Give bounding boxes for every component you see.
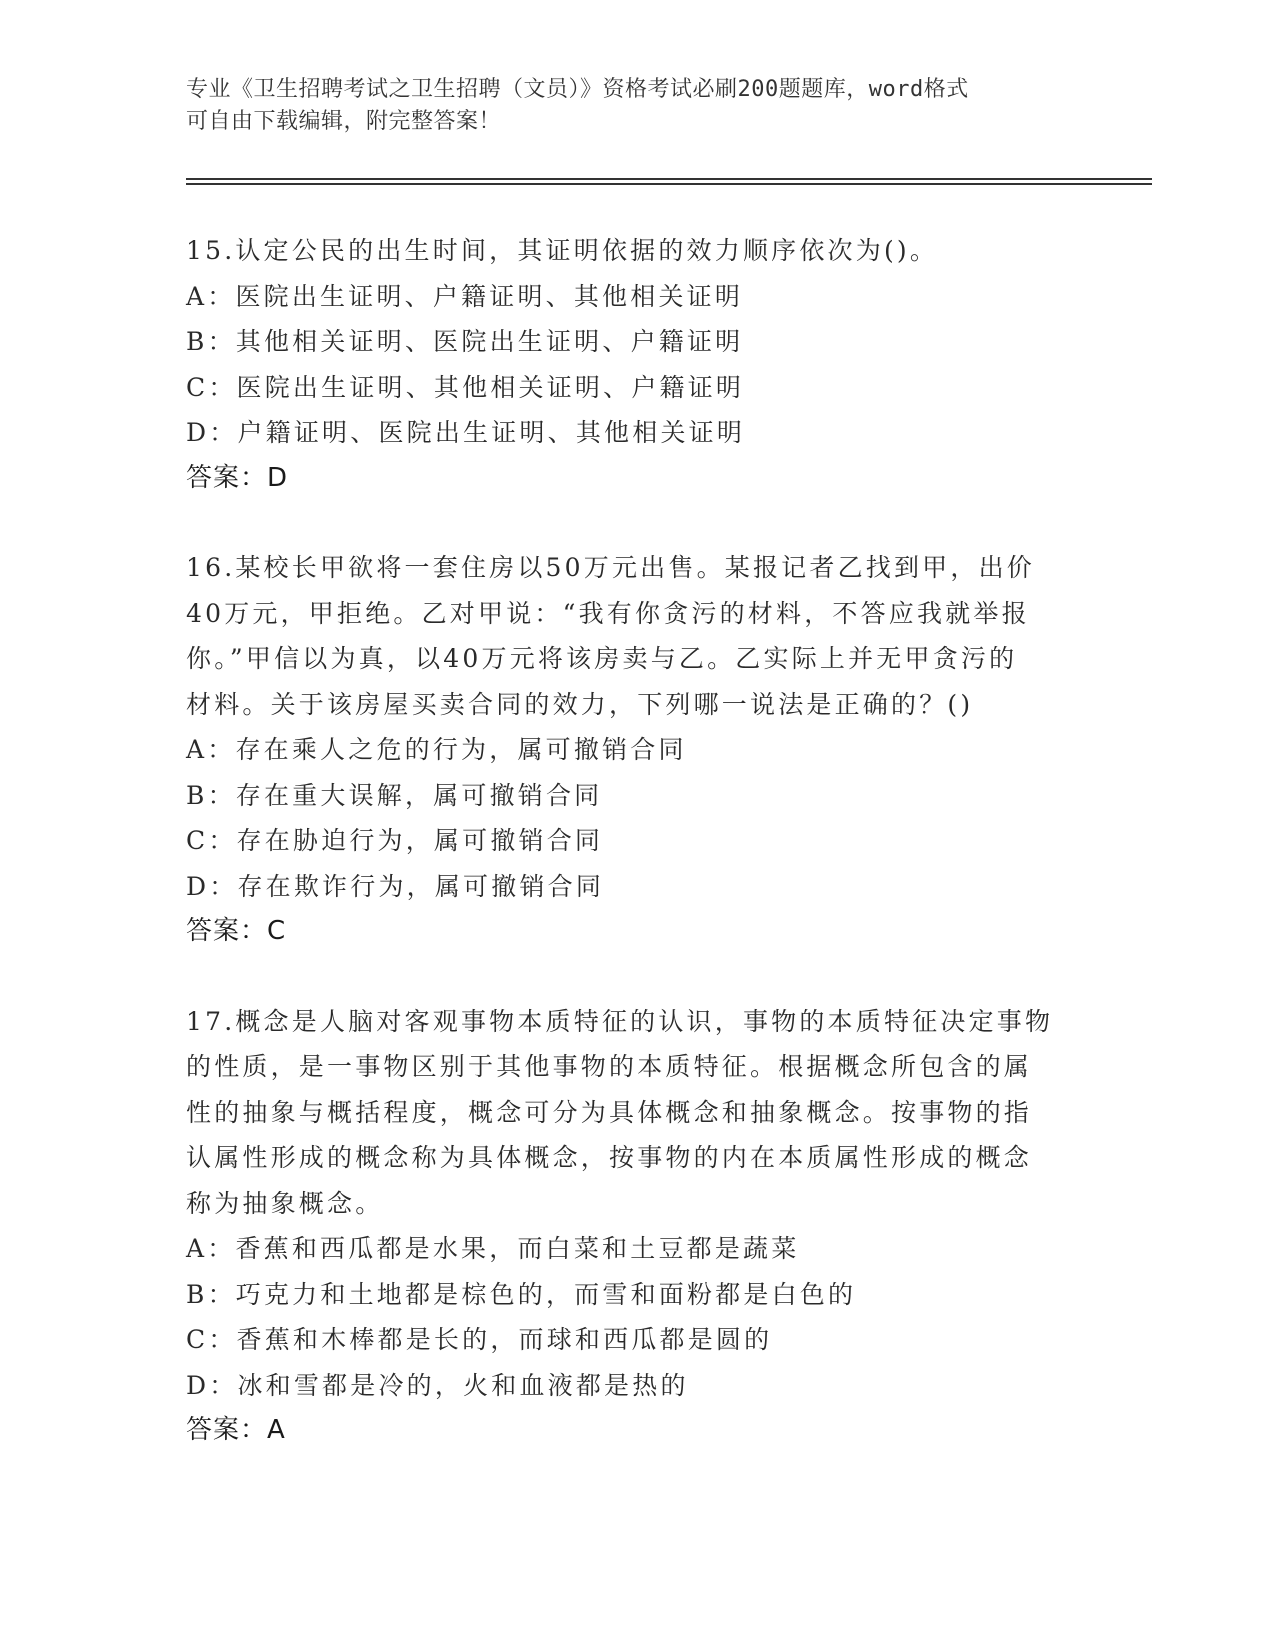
document-header xyxy=(186,74,1066,138)
question-line: 认属性形成的概念称为具体概念，按事物的内在本质属性形成的概念 xyxy=(186,1143,1033,1172)
question-15 xyxy=(186,228,1086,501)
option-d: D：存在欺诈行为，属可撤销合同 xyxy=(186,871,605,901)
option-a: A：香蕉和西瓜都是水果，而白菜和土豆都是蔬菜 xyxy=(186,1234,800,1263)
option-b: B：其他相关证明、医院出生证明、户籍证明 xyxy=(186,327,744,356)
question-text xyxy=(186,999,1086,1227)
answer: 答案：A xyxy=(186,1415,286,1445)
option-d: D：冰和雪都是冷的，火和血液都是热的 xyxy=(186,1370,689,1400)
question-line: 称为抽象概念。 xyxy=(186,1188,384,1218)
question-line: 40万元，甲拒绝。乙对甲说：“我有你贪污的材料，不答应我就举报 xyxy=(186,598,1030,628)
answer: 答案：C xyxy=(186,916,287,946)
answer: 答案：D xyxy=(186,462,289,493)
option-a: A：存在乘人之危的行为，属可撤销合同 xyxy=(186,735,687,764)
question-line: 材料。关于该房屋买卖合同的效力，下列哪一说法是正确的？() xyxy=(186,689,974,719)
option-a: A：医院出生证明、户籍证明、其他相关证明 xyxy=(186,281,744,311)
header-line-1: 专业《卫生招聘考试之卫生招聘（文员）》资格考试必刷200题题库，word格式 xyxy=(186,77,969,102)
question-line: 17.概念是人脑对客观事物本质特征的认识，事物的本质特征决定事物 xyxy=(186,1006,1054,1036)
question-16 xyxy=(186,545,1086,955)
option-c: C：医院出生证明、其他相关证明、户籍证明 xyxy=(186,372,745,402)
question-line: 性的抽象与概括程度，概念可分为具体概念和抽象概念。按事物的指 xyxy=(186,1097,1033,1127)
question-line: 16.某校长甲欲将一套住房以50万元出售。某报记者乙找到甲，出价 xyxy=(186,553,1035,582)
question-text xyxy=(186,545,1086,727)
option-b: B：巧克力和土地都是棕色的，而雪和面粉都是白色的 xyxy=(186,1279,857,1309)
option-c: C：存在胁迫行为，属可撤销合同 xyxy=(186,826,604,855)
option-c: C：香蕉和木棒都是长的，而球和西瓜都是圆的 xyxy=(186,1325,773,1354)
option-d: D：户籍证明、医院出生证明、其他相关证明 xyxy=(186,418,746,447)
header-line-2: 可自由下载编辑，附完整答案！ xyxy=(186,109,502,134)
question-list xyxy=(186,228,1086,1498)
question-text xyxy=(186,228,1086,274)
question-line: 15.认定公民的出生时间，其证明依据的效力顺序依次为()。 xyxy=(186,236,939,265)
header-divider-top xyxy=(186,178,1152,180)
option-b: B：存在重大误解，属可撤销合同 xyxy=(186,780,603,810)
question-line: 的性质，是一事物区别于其他事物的本质特征。根据概念所包含的属 xyxy=(186,1052,1033,1081)
question-line: 你。”甲信以为真，以40万元将该房卖与乙。乙实际上并无甲贪污的 xyxy=(186,644,1018,673)
header-divider-bottom xyxy=(186,183,1152,185)
question-17 xyxy=(186,999,1086,1454)
